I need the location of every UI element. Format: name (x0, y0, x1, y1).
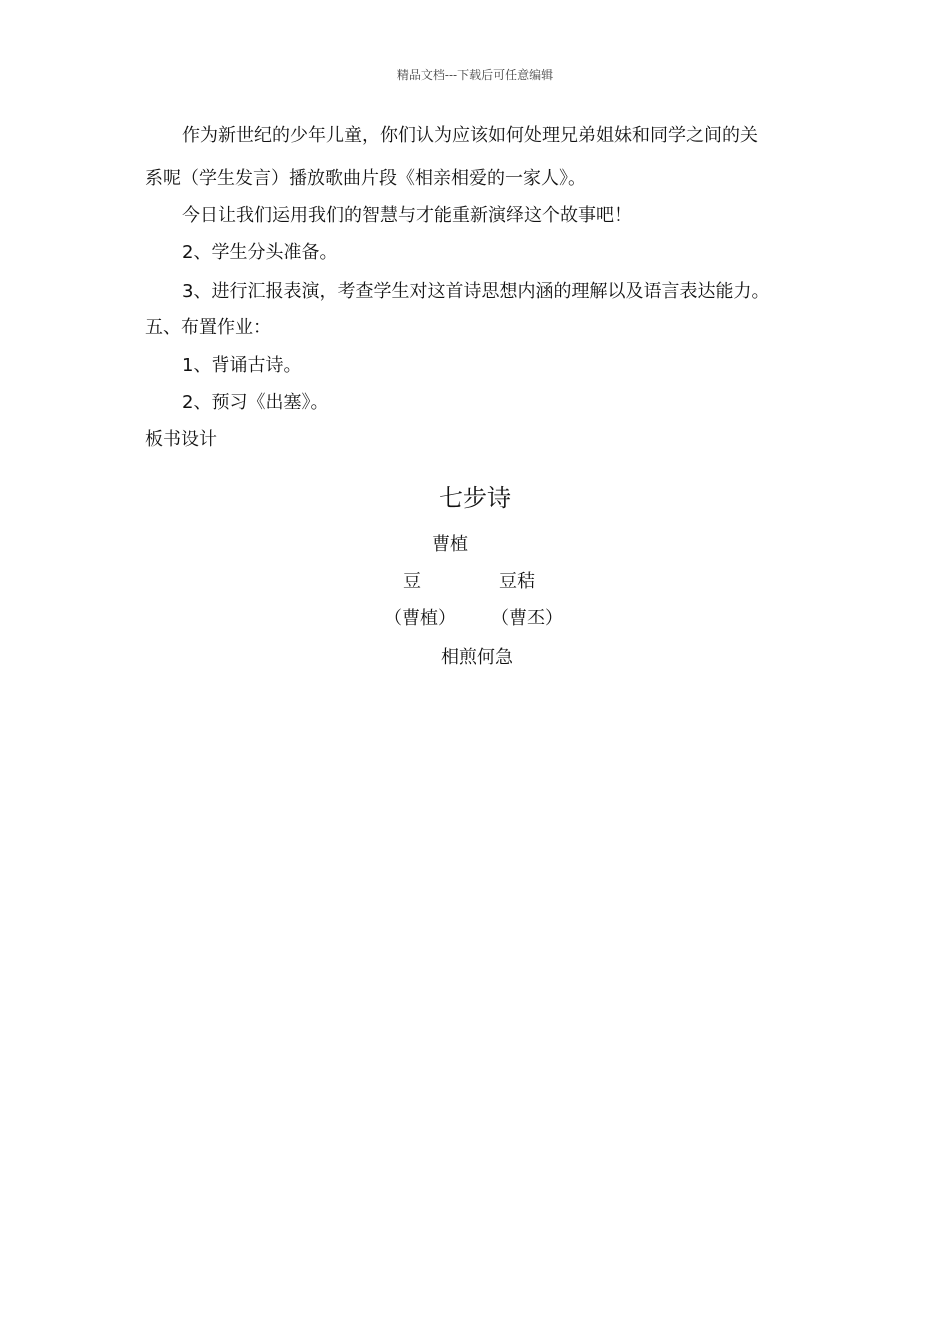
board-right-note: （曹丕） (491, 608, 563, 629)
poem-title: 七步诗 (439, 484, 511, 512)
poem-author: 曹植 (432, 534, 468, 555)
page-header: 精品文档---下载后可任意编辑 (396, 68, 554, 82)
board-left-note: （曹植） (384, 608, 456, 629)
paragraph-1-line-1: 作为新世纪的少年儿童，你们认为应该如何处理兄弟姐妹和同学之间的关 (182, 125, 758, 146)
homework-1: 1、背诵古诗。 (182, 355, 302, 376)
board-left-item: 豆 (403, 571, 421, 592)
step-3: 3、进行汇报表演，考查学生对这首诗思想内涵的理解以及语言表达能力。 (182, 281, 770, 302)
board-right-item: 豆秸 (499, 571, 535, 592)
paragraph-2: 今日让我们运用我们的智慧与才能重新演绎这个故事吧！ (182, 205, 632, 226)
board-conclusion: 相煎何急 (441, 647, 513, 668)
paragraph-1-line-2: 系呢（学生发言）播放歌曲片段《相亲相爱的一家人》。 (145, 168, 586, 189)
section-five-heading: 五、布置作业： (145, 317, 271, 338)
step-2: 2、学生分头准备。 (182, 242, 338, 263)
homework-2: 2、预习《出塞》。 (182, 392, 329, 413)
board-design-heading: 板书设计 (145, 429, 217, 450)
